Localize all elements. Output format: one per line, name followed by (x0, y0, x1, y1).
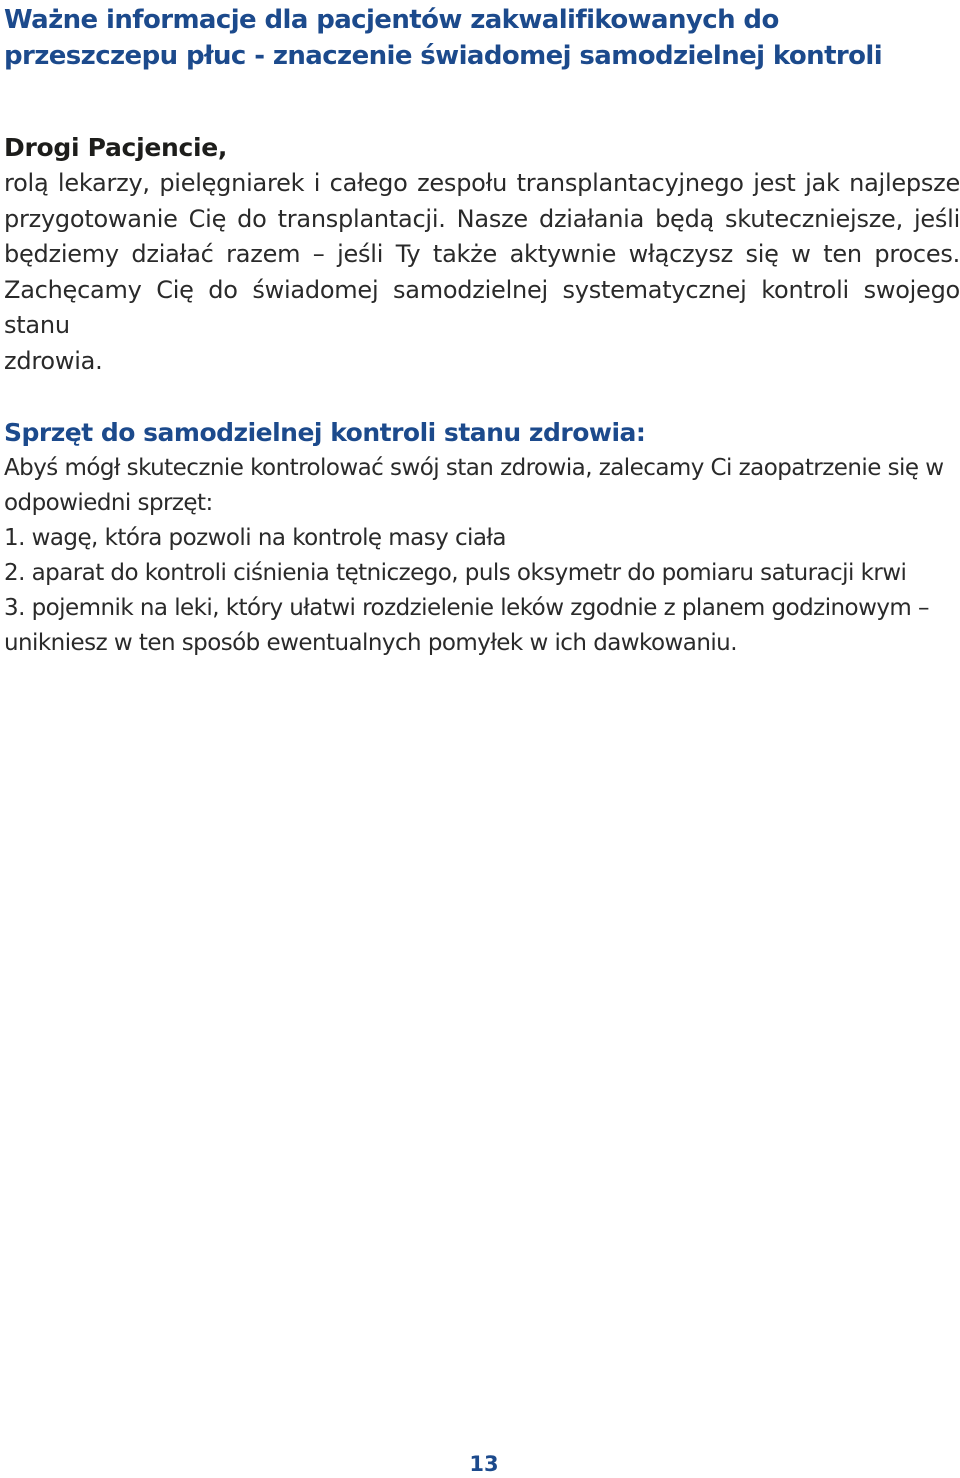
greeting: Drogi Pacjencie, (4, 133, 228, 162)
section-text: Abyś mógł skutecznie kontrolować swój stan zdrowia, zalecamy Ci zaopatrzenie się w odpowiedni sprzęt: (4, 455, 944, 516)
page-title: Ważne informacje dla pacjentów zakwalifikowanych do przeszczepu płuc - znaczenie świadomej samodzielnej kontroli (4, 5, 883, 71)
intro-paragraph: rolą lekarzy, pielęgniarek i całego zespołu transplantacyjnego jest jak najlepsze przygotowanie Cię do transplantacji. Nasze działania będą skuteczniejsze, jeśli będziemy działać razem – jeśli Ty także aktywnie włączysz się w ten proces. Zachęcamy Cię do świadomej samodzielnej systematycznej kontroli swojego stanu (4, 169, 960, 339)
equipment-list (4, 521, 960, 661)
document-page (4, 0, 960, 661)
list-item: 3. pojemnik na leki, który ułatwi rozdzielenie leków zgodnie z planem godzinowym – unikniesz w ten sposób ewentualnych pomyłek w ich dawkowaniu. (4, 595, 929, 656)
page-number: 13 (469, 1452, 499, 1476)
list-item: 1. wagę, która pozwoli na kontrolę masy ciała (4, 525, 506, 551)
section-title: Sprzęt do samodzielnej kontroli stanu zdrowia: (4, 418, 646, 447)
intro-paragraph-end: zdrowia. (4, 346, 103, 375)
list-item: 2. aparat do kontroli ciśnienia tętniczego, puls oksymetr do pomiaru saturacji krwi (4, 560, 907, 586)
